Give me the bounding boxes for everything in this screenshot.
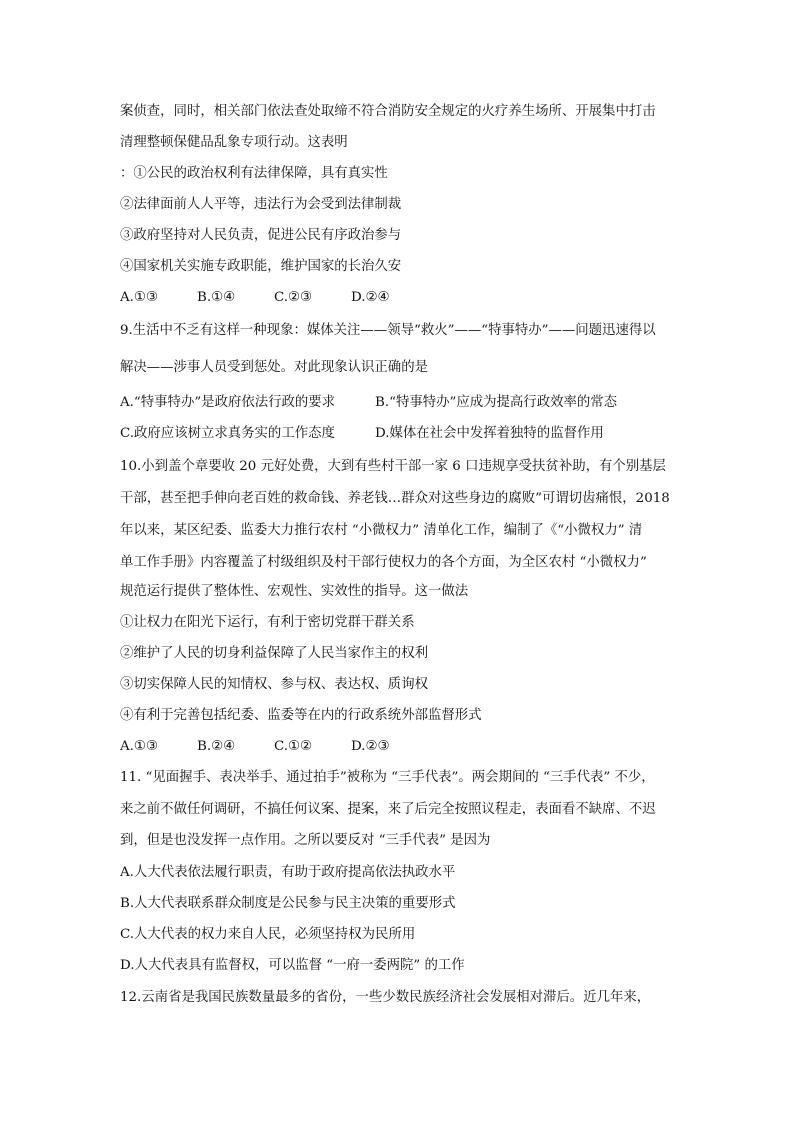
q9-stem-2: 解决——涉事人员受到惩处。对此现象认识正确的是 bbox=[120, 360, 428, 375]
q11-option-a: A.人大代表依法履行职责，有助于政府提高依法执政水平 bbox=[120, 865, 456, 880]
q8-item-4: ④国家机关实施专政职能，维护国家的长治久安 bbox=[120, 259, 402, 274]
q12-stem: 12.云南省是我国民族数量最多的省份，一些少数民族经济社会发展相对滞后。近几年来， bbox=[120, 990, 651, 1005]
q11-option-b: B.人大代表联系群众制度是公民参与民主决策的重要形式 bbox=[120, 896, 456, 911]
q11-stem-2: 来之前不做任何调研，不搞任何议案、提案，来了后完全按照议程走，表面看不缺席、不迟 bbox=[120, 802, 656, 817]
q9-options-row-1 bbox=[120, 394, 617, 412]
q11-stem-3: 到，但是也没发挥一点作用。之所以要反对 “三手代表” 是因为 bbox=[120, 833, 491, 848]
q10-item-4: ④有利于完善包括纪委、监委等在内的行政系统外部监督形式 bbox=[120, 708, 482, 723]
q9-option-b: B.“特事特办”应成为提高行政效率的常态 bbox=[375, 395, 618, 410]
q10-stem-3: 年以来，某区纪委、监委大力推行农村 “小微权力” 清单化工作，编制了《“小微权力” 清 bbox=[120, 523, 643, 538]
q10-option-a: A.①③ bbox=[120, 739, 158, 754]
intro-line-2: 清理整顿保健品乱象专项行动。这表明 bbox=[120, 135, 348, 150]
q10-stem-5: 规范运行提供了整体性、宏观性、实效性的指导。这一做法 bbox=[120, 584, 469, 599]
q10-stem-1: 10.小到盖个章要收 20 元好处费，大到有些村干部一家 6 口违规享受扶贫补助，有个别基层 bbox=[120, 459, 666, 474]
q9-options-row-2 bbox=[120, 425, 604, 443]
q8-options bbox=[120, 289, 390, 307]
q9-option-a: A.“特事特办”是政府依法行政的要求 bbox=[120, 395, 336, 410]
q9-stem-1: 9.生活中不乏有这样一种现象：媒体关注——领导“救火”——“特事特办”——问题迅速得以 bbox=[120, 323, 656, 338]
q11-stem-1: 11. “见面握手、表决举手、通过拍手”被称为 “三手代表”。两会期间的 “三手代表” 不少， bbox=[120, 770, 655, 785]
q10-item-2: ②维护了人民的切身利益保障了人民当家作主的权利 bbox=[120, 646, 428, 661]
q10-option-d: D.②③ bbox=[351, 739, 390, 754]
q8-option-a: A.①③ bbox=[120, 290, 158, 305]
q8-item-2: ②法律面前人人平等，违法行为会受到法律制裁 bbox=[120, 197, 402, 212]
q11-option-d: D.人大代表具有监督权，可以监督 “一府一委两院” 的工作 bbox=[120, 958, 465, 973]
q10-option-c: C.①② bbox=[274, 739, 313, 754]
q11-option-c: C.人大代表的权力来自人民，必须坚持权为民所用 bbox=[120, 927, 416, 942]
q10-options bbox=[120, 738, 390, 756]
intro-line-1: 案侦查，同时，相关部门依法查处取缔不符合消防安全规定的火疗养生场所、开展集中打击 bbox=[120, 104, 656, 119]
q10-option-b: B.②④ bbox=[197, 739, 236, 754]
q8-option-c: C.②③ bbox=[274, 290, 313, 305]
q8-item-3: ③政府坚持对人民负责，促进公民有序政治参与 bbox=[120, 228, 402, 243]
q10-item-3: ③切实保障人民的知情权、参与权、表达权、质询权 bbox=[120, 677, 428, 692]
q9-option-c: C.政府应该树立求真务实的工作态度 bbox=[120, 426, 335, 441]
q10-stem-4: 单工作手册》内容覆盖了村级组织及村干部行使权力的各个方面，为全区农村 “小微权力” bbox=[120, 555, 647, 570]
q8-option-b: B.①④ bbox=[197, 290, 236, 305]
q10-stem-2: 干部，甚至把手伸向老百姓的救命钱、养老钱…群众对这些身边的腐败”可谓切齿痛恨，2018 bbox=[120, 491, 670, 506]
q9-option-d: D.媒体在社会中发挥着独特的监督作用 bbox=[375, 426, 604, 441]
q10-item-1: ①让权力在阳光下运行，有利于密切党群干群关系 bbox=[120, 615, 415, 630]
q8-option-d: D.②④ bbox=[351, 290, 390, 305]
q8-item-1: ：①公民的政治权利有法律保障，具有真实性 bbox=[120, 166, 388, 181]
